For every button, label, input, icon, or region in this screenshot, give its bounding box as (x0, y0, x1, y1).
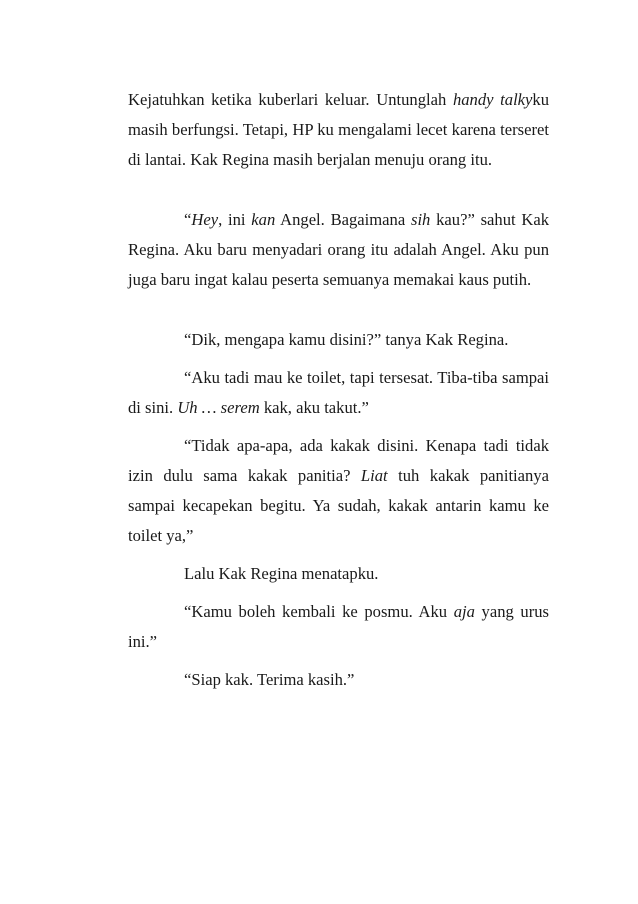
text-segment: yang urus ini.” (128, 602, 549, 651)
paragraph-3 (128, 325, 549, 355)
paragraph-1 (128, 85, 549, 175)
text-segment: kak, aku takut.” (259, 398, 369, 417)
text-segment: ku masih berfungsi. Tetapi, HP ku mengalami lecet karena terseret di lantai. Kak Regina masih berjalan menuju orang itu. (128, 90, 550, 169)
text-segment: Lalu Kak Regina menatapku. (184, 564, 379, 583)
italic-segment: sih (410, 210, 431, 229)
text-segment: kau?” sahut Kak Regina. Aku baru menyadari orang itu adalah Angel. Aku pun juga baru ingat kalau peserta semuanya memakai kaus putih. (128, 210, 550, 289)
paragraph-8 (128, 665, 549, 695)
italic-segment: aja (453, 602, 475, 621)
italic-segment: Hey (191, 210, 219, 229)
text-segment: “Aku tadi mau ke toilet, tapi tersesat. Tiba-tiba sampai di sini. (128, 368, 549, 417)
paragraph-5 (128, 431, 549, 551)
text-segment: Kejatuhkan ketika kuberlari keluar. Untunglah (128, 90, 453, 109)
body-text (128, 85, 549, 695)
text-segment: Angel. Bagaimana (275, 210, 411, 229)
paragraph-4 (128, 363, 549, 423)
text-segment: , ini (218, 210, 252, 229)
italic-segment: handy talky (452, 90, 533, 109)
text-segment: tuh kakak panitianya sampai kecapekan begitu. Ya sudah, kakak antarin kamu ke toilet ya,” (128, 466, 549, 545)
italic-segment: Liat (360, 466, 388, 485)
text-segment: “Dik, mengapa kamu disini?” tanya Kak Regina. (184, 330, 509, 349)
paragraph-7 (128, 597, 549, 657)
text-segment: “Kamu boleh kembali ke posmu. Aku (184, 602, 454, 621)
text-segment: “ (184, 210, 192, 229)
paragraph-2 (128, 205, 549, 295)
italic-segment: Uh … serem (177, 398, 260, 417)
italic-segment: kan (251, 210, 276, 229)
paragraph-6 (128, 559, 549, 589)
text-segment: “Siap kak. Terima kasih.” (184, 670, 355, 689)
text-segment: “Tidak apa-apa, ada kakak disini. Kenapa tadi tidak izin dulu sama kakak panitia? (128, 436, 549, 485)
